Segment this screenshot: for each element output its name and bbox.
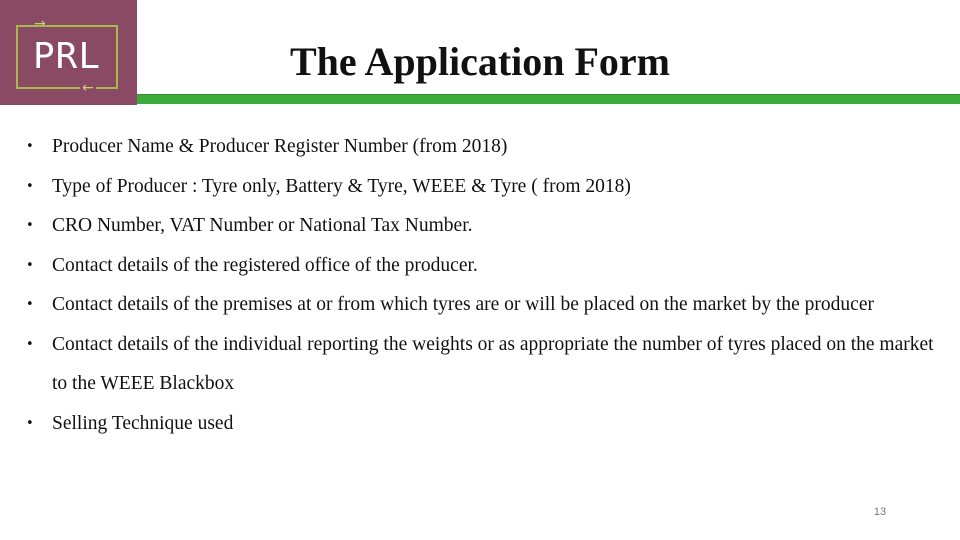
bullet-text: Contact details of the individual reporting the weights or as appropriate the number of tyres placed on the market to the WEEE Blackbox — [52, 333, 934, 394]
bullet-text: Contact details of the registered office of the producer. — [52, 254, 478, 276]
slide-title: The Application Form — [289, 39, 671, 84]
bullet-dot-icon: • — [26, 178, 34, 194]
arrow-right-icon: → — [34, 16, 46, 32]
bullet-text: Type of Producer : Tyre only, Battery & Tyre, WEEE & Tyre ( from 2018) — [52, 175, 631, 197]
bullet-dot-icon: • — [26, 415, 34, 431]
logo-text: PRL — [32, 36, 102, 77]
logo-frame — [16, 25, 118, 89]
bullet-text: Producer Name & Producer Register Number (from 2018) — [52, 136, 508, 157]
bullet-item — [26, 404, 936, 444]
bullet-text: Selling Technique used — [52, 412, 234, 434]
bullet-item — [26, 167, 936, 207]
bullet-dot-icon: • — [26, 336, 34, 352]
bullet-dot-icon: • — [26, 297, 34, 312]
page-number: 13 — [873, 506, 887, 518]
bullet-text: CRO Number, VAT Number or National Tax Number. — [52, 215, 473, 236]
arrow-left-icon: ← — [82, 80, 94, 96]
prl-logo — [0, 0, 137, 105]
bullet-list — [26, 127, 936, 443]
bullet-dot-icon: • — [26, 139, 34, 154]
bullet-item — [26, 206, 936, 246]
bullet-dot-icon: • — [26, 218, 34, 233]
bullet-item — [26, 127, 936, 167]
bullet-item — [26, 325, 936, 404]
bullet-dot-icon: • — [26, 257, 34, 273]
bullet-text: Contact details of the premises at or from which tyres are or will be placed on the market by the producer — [52, 294, 874, 315]
bullet-item — [26, 285, 936, 325]
title-underline-bar — [137, 94, 960, 104]
bullet-item — [26, 246, 936, 286]
